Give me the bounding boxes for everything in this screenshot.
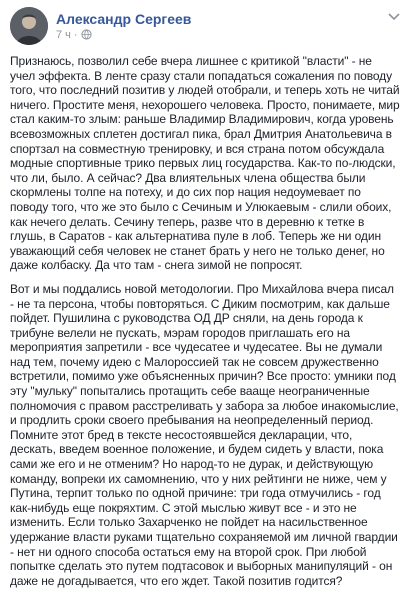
- post-paragraph: Вот и мы поддались новой методологии. Про Михайлова вчера писал - не та персона, чтобы повторяться. С Диким посмотрим, как дальше пойдет. Пушилина с руководства ОД ДР сняли, на день города к трибуне велели не пускать, мэрам городов приглашать его на мероприятия запретили - все чудесатее и чудесатее. Вы не думали над тем, почему идею с Малороссией так не совсем дружественно встретили, помимо уже объясненных причин? Все просто: умники под эту "мульку" попытались протащить себе вааще неограниченные полномочия с правом расстреливать у забора за любое инакомыслие, и продлить сроки своего пребывания на неопределенный период. Помните этот бред в тексте несостоявшейся декларации, что, дескать, введем военное положение, и будем сидеть у власти, пока сами же его и не отменим? Но народ-то не дурак, и действующую команду, вопреки их самомнению, что у них рейтинги не ниже, чем у Путина, терпит только по одной причине: три года отмучились - год как-нибудь еще покряхтим. С этой мыслью живут все - и это не изменить. Если только Захарченко не пойдет на насильственное удержание власти руками тщательно сохраняемой им личной гвардии - нет ни одного способа остаться ему на второй срок. При любой попытке сделать это путем подтасовок и выборных манипуляций - он даже не догадывается, что его ждет. Такой позитив годится?: [10, 281, 399, 588]
- post-paragraph: Признаюсь, позволил себе вчера лишнее с критикой "власти" - не учел эффекта. В ленте сразу стали попадаться сожаления по поводу того, что последний позитив у людей отобрали, и теперь хоть не читай ничего. Простите меня, нехорошего человека. Просто, понимаете, мир стал каким-то злым: раньше Владимир Владимирович, когда уровень всевозможных сплетен достигал пика, брал Дмитрия Анатольевича в спортзал на совместную тренировку, и вся страна потом обсуждала модные спортивные трико первых лиц государства. Как-то по-людски, что ли, было. А сейчас? Два влиятельных члена общества были скормлены толпе на потеху, и до сих пор нация недоумевает по поводу того, что же это было с Сечиным и Улюкаевым - слили обоих, как нечего делать. Сечину теперь, разве что в деревню к тетке в глушь, в Саратов - как альтернатива пуле в лоб. Теперь же ни один уважающий себя человек не станет брать у него не только денег, но даже колбаску. Да что там - снега зимой не попросят.: [10, 54, 400, 273]
- time-separator: ·: [73, 28, 78, 41]
- user-avatar[interactable]: [10, 7, 48, 45]
- post-text: [0, 48, 410, 588]
- post-header: [0, 0, 410, 48]
- globe-icon: [81, 29, 92, 40]
- chevron-down-icon[interactable]: [388, 8, 400, 26]
- post-meta: [56, 11, 191, 42]
- avatar-icon: [10, 7, 48, 45]
- author-name[interactable]: Александр Сергеев: [56, 10, 192, 27]
- post-time-row: [56, 28, 191, 42]
- post-timestamp[interactable]: 7 ч: [56, 28, 71, 41]
